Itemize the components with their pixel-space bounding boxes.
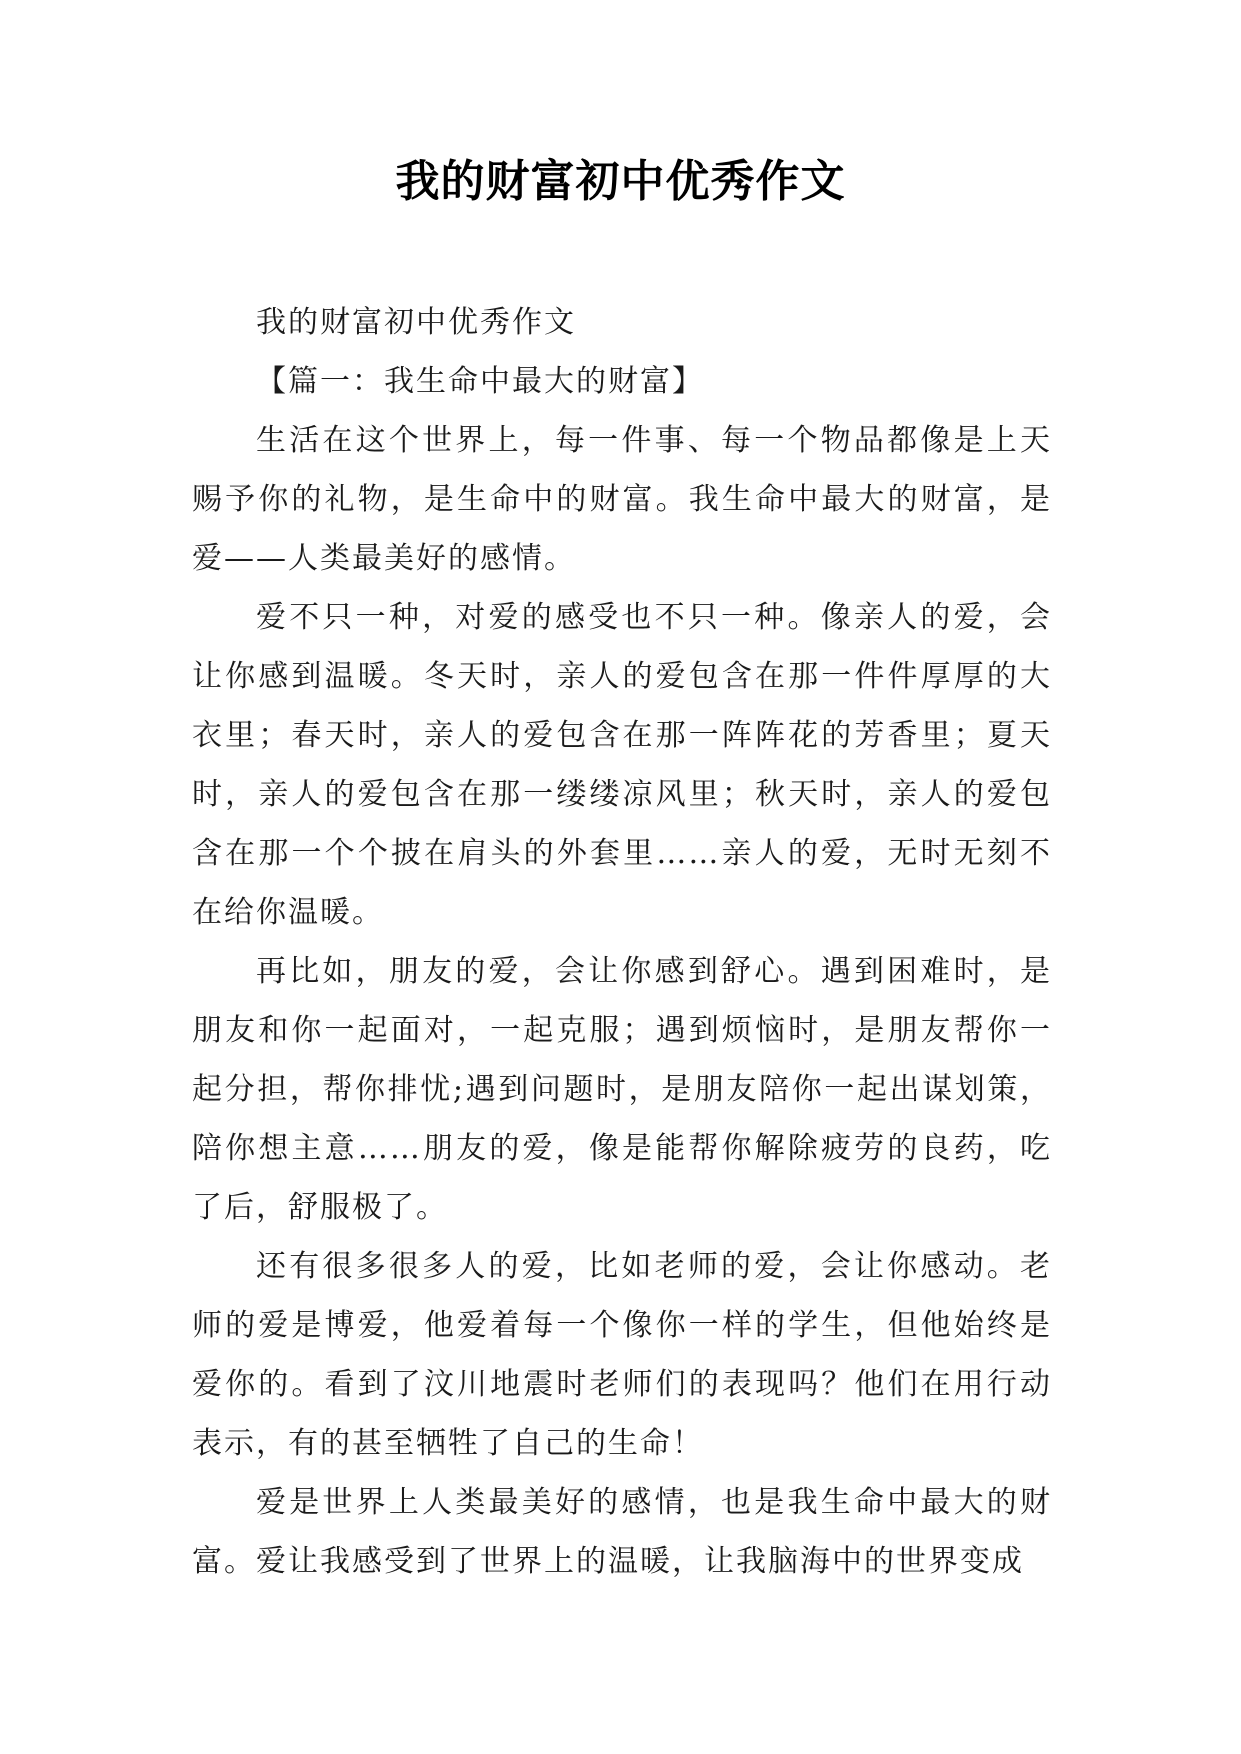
paragraph-5: 爱是世界上人类最美好的感情，也是我生命中最大的财富。爱让我感受到了世界上的温暖，让我脑海中的世界变成 xyxy=(192,1485,1052,1579)
document-body xyxy=(192,293,1052,1591)
paragraph-3: 再比如，朋友的爱，会让你感到舒心。遇到困难时，是朋友和你一起面对，一起克服；遇到烦恼时，是朋友帮你一起分担，帮你排忧;遇到问题时，是朋友陪你一起出谋划策，陪你想主意……朋友的爱，像是能帮你解除疲劳的良药，吃了后，舒服极了。 xyxy=(192,954,1052,1225)
section-heading: 【篇一：我生命中最大的财富】 xyxy=(256,364,704,399)
paragraph-4: 还有很多很多人的爱，比如老师的爱，会让你感动。老师的爱是博爱，他爱着每一个像你一样的学生，但他始终是爱你的。看到了汶川地震时老师们的表现吗？他们在用行动表示，有的甚至牺牲了自己的生命！ xyxy=(192,1249,1052,1461)
document-title: 我的财富初中优秀作文 xyxy=(395,156,846,207)
paragraph-2: 爱不只一种，对爱的感受也不只一种。像亲人的爱，会让你感到温暖。冬天时，亲人的爱包含在那一件件厚厚的大衣里；春天时，亲人的爱包含在那一阵阵花的芳香里；夏天时，亲人的爱包含在那一缕缕凉风里；秋天时，亲人的爱包含在那一个个披在肩头的外套里……亲人的爱，无时无刻不在给你温暖。 xyxy=(192,600,1052,930)
essay-subtitle: 我的财富初中优秀作文 xyxy=(256,305,576,340)
paragraph-1: 生活在这个世界上，每一件事、每一个物品都像是上天赐予你的礼物，是生命中的财富。我生命中最大的财富，是爱——人类最美好的感情。 xyxy=(192,423,1052,576)
